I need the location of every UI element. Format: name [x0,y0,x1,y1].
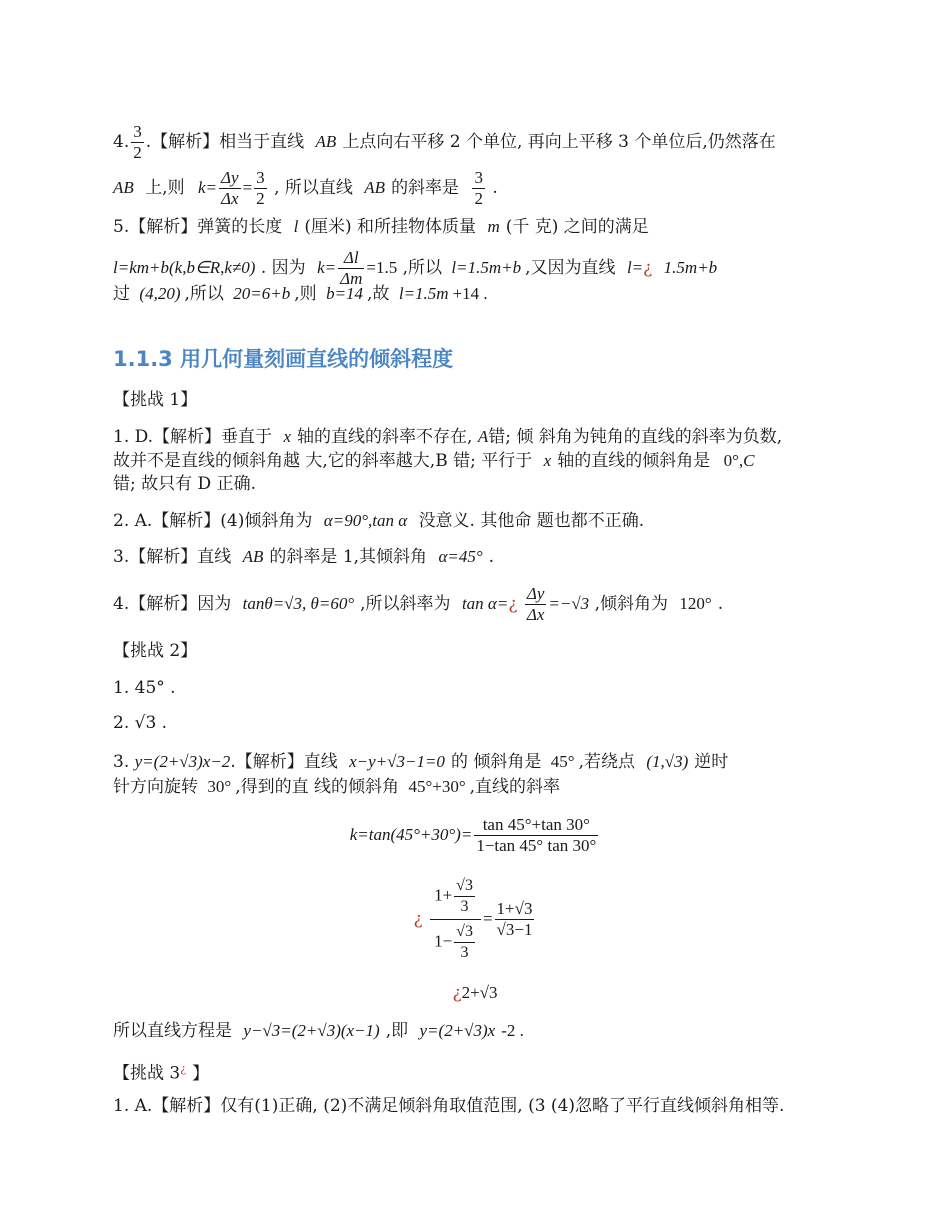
section-title: 1.1.3 用几何量刻画直线的倾斜程度 [113,347,454,371]
c3-q1: 1. A.【解析】仅有(1)正确, (2)不满足倾斜角取值范围, (3 (4)忽略了平行直线倾斜角相等. [113,1096,785,1116]
prev-q5-line3: 过 (4,20) ,所以 20=6+b ,则 b=14 ,故 l=1.5m +14 . [113,284,488,304]
c1-q2: 2. A.【解析】(4)倾斜角为 α=90°,tan α 没意义. 其他命 题也都不正确. [113,511,645,531]
c1-q1-line2: 故并不是直线的倾斜角越 大,它的斜率越大,B 错; 平行于 x 轴的直线的倾斜角是 0°,C [113,451,755,471]
prev-q4-line1: 4. $\frac{3}{2}$ .【解析】相当于直线 AB 上点向右平移 2 个单位, 再向上平移 3 个单位后,仍然落在 [113,122,776,162]
fraction: $\frac{3}{2}$ [133,122,142,162]
c2-a2: 2. √3 . [113,713,168,733]
c2-conclusion: 所以直线方程是 y−√3=(2+√3)(x−1) ,即 y=(2+√3)x -2 . [113,1021,524,1041]
prev-q4-line2: AB 上,则 k= $\frac{\Delta y}{\Delta x}$ = $\frac{3}{2}$ , 所以直线 AB 的斜率是 $\frac{3}{2}$ . [113,168,498,208]
derivation-line1: k=tan(45°+30°)= $\frac{\tan 45^\circ+\tan 30^\circ}{1-\tan 45^\circ \tan 30^\circ}$ [349,815,597,855]
c2-q3-line1: 3. y=(2+√3)x−2.【解析】直线 x−y+√3−1=0 的 倾斜角是 45° ,若绕点 (1,√3) 逆时 [113,752,729,772]
c2-q3-line2: 针方向旋转 30° ,得到的直 线的倾斜角 45°+30° ,直线的斜率 [113,777,561,797]
derivation-line2: ¿ 1+ $\frac{√3}{3}$ 1− $\frac{√3}{3}$ = $\frac{1+√3}{√3-1}$ [0,874,950,965]
c2-a1: 1. 45° . [113,678,176,698]
challenge2-heading: 【挑战 2】 [113,641,198,661]
challenge1-heading: 【挑战 1】 [113,390,198,410]
c1-q1-line3: 错; 故只有 D 正确. [113,474,256,494]
prev-q5-line1: 5.【解析】弹簧的长度 l (厘米) 和所挂物体质量 m (千 克) 之间的满足 [113,217,649,237]
c1-q1-line1: 1. D.【解析】垂直于 x 轴的直线的斜率不存在, A错; 倾 斜角为钝角的直线的斜率为负数, [113,427,783,447]
derivation-line3: ¿2+√3 [452,983,498,1003]
c1-q3: 3.【解析】直线 AB 的斜率是 1,其倾斜角 α=45° . [113,547,495,567]
c1-q4: 4.【解析】因为 tanθ=√3, θ=60° ,所以斜率为 tan α=¿ $\frac{\Delta y}{\Delta x}$ =−√3 ,倾斜角为 120° . [113,584,724,624]
prev-q5-line2: l=km+b(k,b∈R,k≠0) . 因为 k= $\frac{\Delta l}{\Delta m}$ =1.5 ,所以 l=1.5m+b ,又因为直线 l=¿ 1.5m+b [113,248,718,288]
challenge3-heading: 【挑战 3¿ 】 [113,1062,210,1084]
